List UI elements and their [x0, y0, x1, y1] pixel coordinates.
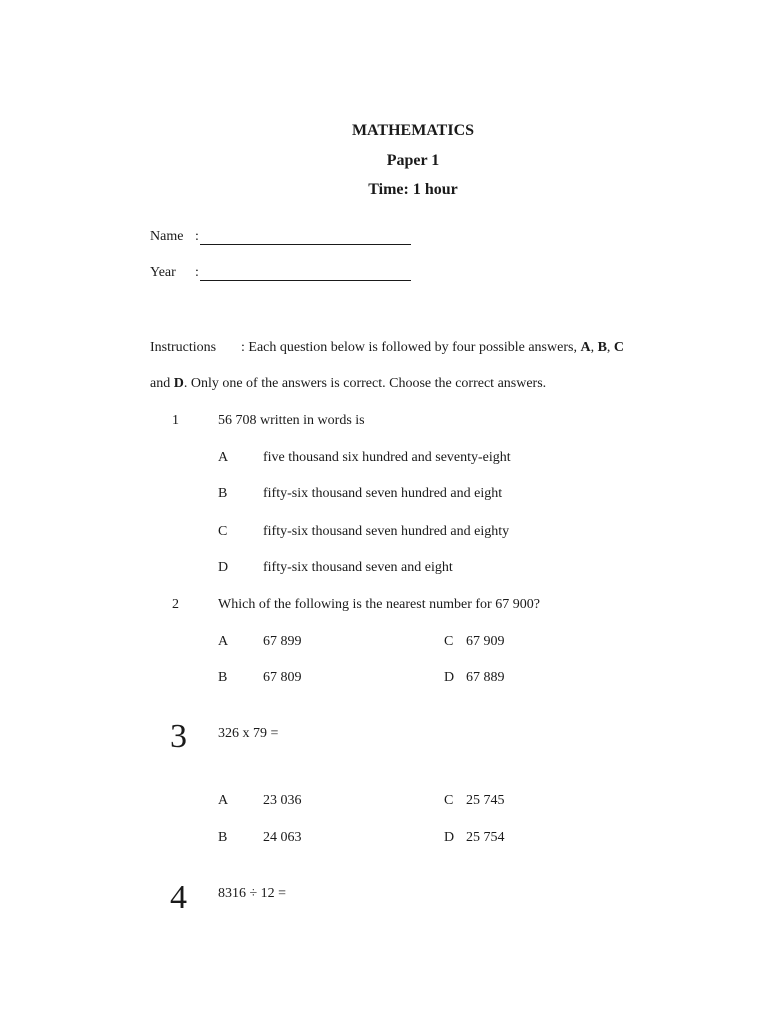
q2-option-b-text[interactable]: 67 809 — [263, 670, 302, 685]
q3-option-a-text[interactable]: 23 036 — [263, 793, 302, 808]
question-2-text: Which of the following is the nearest number for 67 900? — [218, 597, 540, 612]
option-b-mark: B — [597, 340, 607, 355]
question-2-number: 2 — [172, 597, 179, 612]
name-label: Name — [150, 229, 184, 244]
q3-option-c-letter[interactable]: C — [444, 793, 454, 808]
q1-option-d-text[interactable]: fifty-six thousand seven and eight — [263, 560, 453, 575]
question-1-text: 56 708 written in words is — [218, 413, 365, 428]
subject-title: MATHEMATICS — [351, 122, 475, 139]
q1-option-a-text[interactable]: five thousand six hundred and seventy-eight — [263, 450, 511, 465]
q3-option-d-text[interactable]: 25 754 — [466, 830, 505, 845]
q3-option-c-text[interactable]: 25 745 — [466, 793, 505, 808]
q1-option-b-letter[interactable]: B — [218, 486, 228, 501]
instructions-label: Instructions — [150, 340, 217, 355]
q3-option-b-letter[interactable]: B — [218, 830, 228, 845]
q2-option-a-letter[interactable]: A — [218, 634, 229, 649]
q2-option-d-letter[interactable]: D — [444, 670, 455, 685]
q2-option-a-text[interactable]: 67 899 — [263, 634, 302, 649]
question-1-number: 1 — [172, 413, 179, 428]
q2-option-d-text[interactable]: 67 889 — [466, 670, 505, 685]
instructions-line-2 — [150, 376, 546, 392]
q2-option-c-letter[interactable]: C — [444, 634, 454, 649]
q3-option-d-letter[interactable]: D — [444, 830, 455, 845]
time-title: Time: 1 hour — [368, 181, 458, 198]
q2-option-c-text[interactable]: 67 909 — [466, 634, 505, 649]
q1-option-b-text[interactable]: fifty-six thousand seven hundred and eight — [263, 486, 503, 501]
name-answer-line[interactable] — [200, 230, 411, 245]
option-c-mark: C — [613, 340, 625, 355]
instructions-text-2: . Only one of the answers is correct. Choose the correct answers. — [183, 376, 547, 391]
q1-option-d-letter[interactable]: D — [218, 560, 229, 575]
question-4-number: 4 — [170, 879, 187, 916]
instructions-line-1: : Each question below is followed by four possible answers, A, B, C — [241, 340, 625, 355]
instructions-and: and — [150, 376, 171, 391]
option-a-mark: A — [580, 340, 591, 355]
name-colon: : — [195, 229, 199, 244]
q1-option-c-text[interactable]: fifty-six thousand seven hundred and eighty — [263, 524, 510, 539]
paper-title: Paper 1 — [386, 152, 440, 169]
year-colon: : — [195, 265, 199, 280]
instructions-text: Each question below is followed by four possible answers, — [248, 340, 577, 355]
q1-option-c-letter[interactable]: C — [218, 524, 228, 539]
q3-option-b-text[interactable]: 24 063 — [263, 830, 302, 845]
question-4-text: 8316 ÷ 12 = — [218, 886, 287, 901]
question-3-number: 3 — [170, 718, 187, 755]
option-d-mark: D — [173, 376, 184, 391]
year-answer-line[interactable] — [200, 266, 411, 281]
instructions-colon: : — [241, 340, 245, 355]
q3-option-a-letter[interactable]: A — [218, 793, 229, 808]
year-label: Year — [150, 265, 176, 280]
q2-option-b-letter[interactable]: B — [218, 670, 228, 685]
question-3-text: 326 x 79 = — [218, 726, 279, 741]
q1-option-a-letter[interactable]: A — [218, 450, 229, 465]
